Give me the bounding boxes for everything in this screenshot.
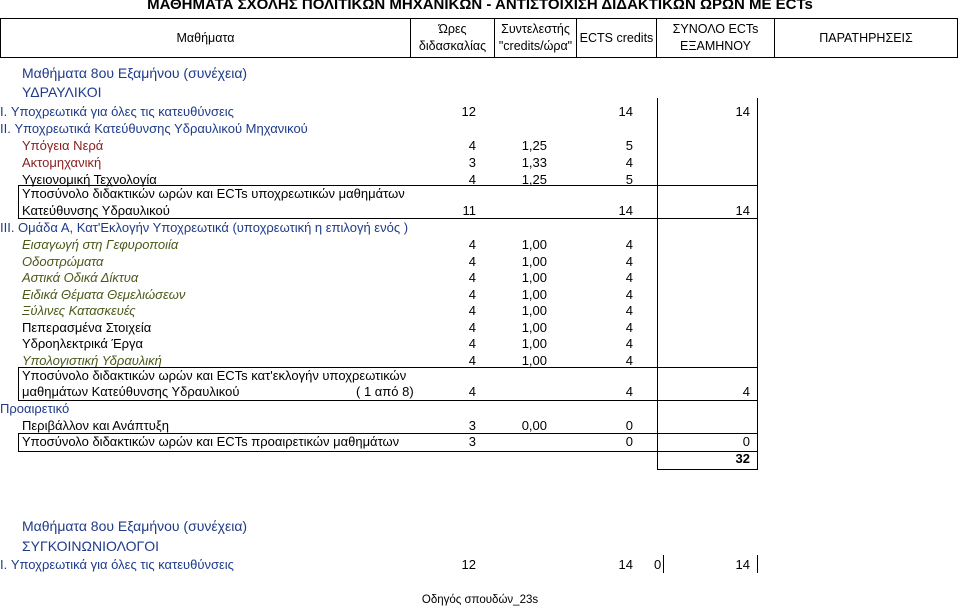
header-total: ΣΥΝΟΛΟ ECTs ΕΞΑΜΗΝΟΥ xyxy=(657,19,775,57)
course-hours: 4 xyxy=(468,138,476,153)
course-factor: 1,25 xyxy=(521,138,547,153)
grand-total: 32 xyxy=(735,451,750,466)
course-factor: 1,00 xyxy=(521,254,547,269)
course-name: Υπολογιστική Υδραυλική xyxy=(22,353,162,368)
page-footer: Οδηγός σπουδών_23s xyxy=(421,594,539,606)
course-ects: 4 xyxy=(625,303,633,318)
subtotal-label-line2: μαθημάτων Κατεύθυνσης Υδραυλικού xyxy=(22,384,240,399)
table-header xyxy=(0,18,958,58)
course-hours: 4 xyxy=(468,287,476,302)
header-ects: ECTS credits xyxy=(577,19,657,57)
section-1-ects: 14 xyxy=(618,104,633,119)
subtotal-note: ( 1 από 8) xyxy=(356,384,414,399)
section-1-label: I. Υποχρεωτικά για όλες τις κατευθύνσεις xyxy=(0,557,234,572)
header-hours: Ώρες διδασκαλίας xyxy=(411,19,495,57)
subtotal-ects: 14 xyxy=(618,203,633,218)
subtotal-label-line1: Υποσύνολο διδακτικών ωρών και ECTs κατ'εκλογήν υποχρεωτικών xyxy=(22,368,407,383)
course-hours: 4 xyxy=(468,254,476,269)
course-ects: 5 xyxy=(625,172,633,187)
course-name: Υπόγεια Νερά xyxy=(22,138,104,153)
course-ects: 5 xyxy=(625,138,633,153)
course-factor: 1,00 xyxy=(521,287,547,302)
course-ects: 4 xyxy=(625,237,633,252)
course-ects: 4 xyxy=(625,287,633,302)
course-ects: 4 xyxy=(625,353,633,368)
course-hours: 4 xyxy=(468,353,476,368)
section-3-label: III. Ομάδα Α, Κατ'Εκλογήν Υποχρεωτικά (υποχρεωτική η επιλογή ενός ) xyxy=(0,220,409,235)
course-factor: 1,00 xyxy=(521,303,547,318)
section-1-hours: 12 xyxy=(461,557,476,572)
semester-heading: Μαθήματα 8ου Εξαμήνου (συνέχεια) xyxy=(22,518,248,534)
direction-heading: ΥΔΡΑΥΛΙΚΟΙ xyxy=(22,84,102,100)
subtotal-label: Υποσύνολο διδακτικών ωρών και ECTs προαιρετικών μαθημάτων xyxy=(22,434,400,449)
course-name: Περιβάλλον και Ανάπτυξη xyxy=(22,418,169,433)
course-name: Υδροηλεκτρικά Έργα xyxy=(22,336,144,351)
course-hours: 4 xyxy=(468,237,476,252)
course-name: Πεπερασμένα Στοιχεία xyxy=(22,320,152,335)
course-factor: 1,33 xyxy=(521,155,547,170)
course-hours: 4 xyxy=(468,320,476,335)
section-1-label: I. Υποχρεωτικά για όλες τις κατευθύνσεις xyxy=(0,104,234,119)
course-ects: 4 xyxy=(625,336,633,351)
course-factor: 1,00 xyxy=(521,353,547,368)
direction-heading: ΣΥΓΚΟΙΝΩΝΙΟΛΟΓΟΙ xyxy=(22,538,160,554)
total-column-left-border xyxy=(657,98,658,470)
course-ects: 0 xyxy=(625,418,633,433)
course-factor: 1,25 xyxy=(521,172,547,187)
course-name: Οδοστρώματα xyxy=(22,254,104,269)
course-ects: 4 xyxy=(625,254,633,269)
course-hours: 4 xyxy=(468,303,476,318)
subtotal-label-line1: Υποσύνολο διδακτικών ωρών και ECTs υποχρεωτικών μαθημάτων xyxy=(22,186,405,201)
subtotal-ects: 4 xyxy=(625,384,633,399)
course-factor: 1,00 xyxy=(521,270,547,285)
header-notes: ΠΑΡΑΤΗΡΗΣΕΙΣ xyxy=(819,30,913,45)
course-factor: 0,00 xyxy=(521,418,547,433)
course-name: Εισαγωγή στη Γεφυροποιία xyxy=(22,237,179,252)
header-factor: Συντελεστής "credits/ώρα" xyxy=(495,19,577,57)
total-column-right-border xyxy=(757,98,758,470)
section-2-label: II. Υποχρεωτικά Κατεύθυνσης Υδραυλικού Μηχανικού xyxy=(0,121,308,136)
course-ects: 4 xyxy=(625,270,633,285)
course-factor: 1,00 xyxy=(521,320,547,335)
course-hours: 4 xyxy=(468,336,476,351)
subtotal-label-line2: Κατεύθυνσης Υδραυλικού xyxy=(22,203,170,218)
course-name: Ακτομηχανική xyxy=(22,155,102,170)
subtotal-ects: 0 xyxy=(625,434,633,449)
section-1-hours: 12 xyxy=(461,104,476,119)
page-title: ΜΑΘΗΜΑΤΑ ΣΧΟΛΗΣ ΠΟΛΙΤΙΚΩΝ ΜΗΧΑΝΙΚΩΝ - ΑΝΤΙΣΤΟΙΧΙΣΗ ΔΙΔΑΚΤΙΚΩΝ ΩΡΩΝ ΜΕ ECTs xyxy=(147,0,813,13)
course-ects: 4 xyxy=(625,155,633,170)
course-ects: 4 xyxy=(625,320,633,335)
subtotal-total: 4 xyxy=(742,384,750,399)
total-column-right-border xyxy=(757,555,758,573)
subtotal-hours: 3 xyxy=(468,434,476,449)
section-1-total: 14 xyxy=(735,557,750,572)
subtotal-hours: 11 xyxy=(462,203,476,218)
course-name: Ειδικά Θέματα Θεμελιώσεων xyxy=(22,287,186,302)
course-name: Αστικά Οδικά Δίκτυα xyxy=(22,270,139,285)
course-hours: 4 xyxy=(468,270,476,285)
subtotal-hours: 4 xyxy=(468,384,476,399)
subtotal-total: 14 xyxy=(735,203,750,218)
course-factor: 1,00 xyxy=(521,237,547,252)
total-column-bottom-border xyxy=(657,469,758,470)
course-factor: 1,00 xyxy=(521,336,547,351)
semester-heading: Μαθήματα 8ου Εξαμήνου (συνέχεια) xyxy=(22,65,248,81)
course-name: Υγειονομική Τεχνολογία xyxy=(22,172,157,187)
total-column-left-border xyxy=(663,555,664,573)
course-hours: 4 xyxy=(468,172,476,187)
optional-label: Προαιρετικό xyxy=(0,401,70,416)
header-courses: Μαθήματα xyxy=(1,19,411,57)
section-1-total: 14 xyxy=(735,104,750,119)
section-1-extra: 0 xyxy=(654,557,662,572)
section-1-ects: 14 xyxy=(618,557,633,572)
course-hours: 3 xyxy=(468,155,476,170)
course-name: Ξύλινες Κατασκευές xyxy=(22,303,136,318)
course-hours: 3 xyxy=(468,418,476,433)
subtotal-total: 0 xyxy=(742,434,750,449)
